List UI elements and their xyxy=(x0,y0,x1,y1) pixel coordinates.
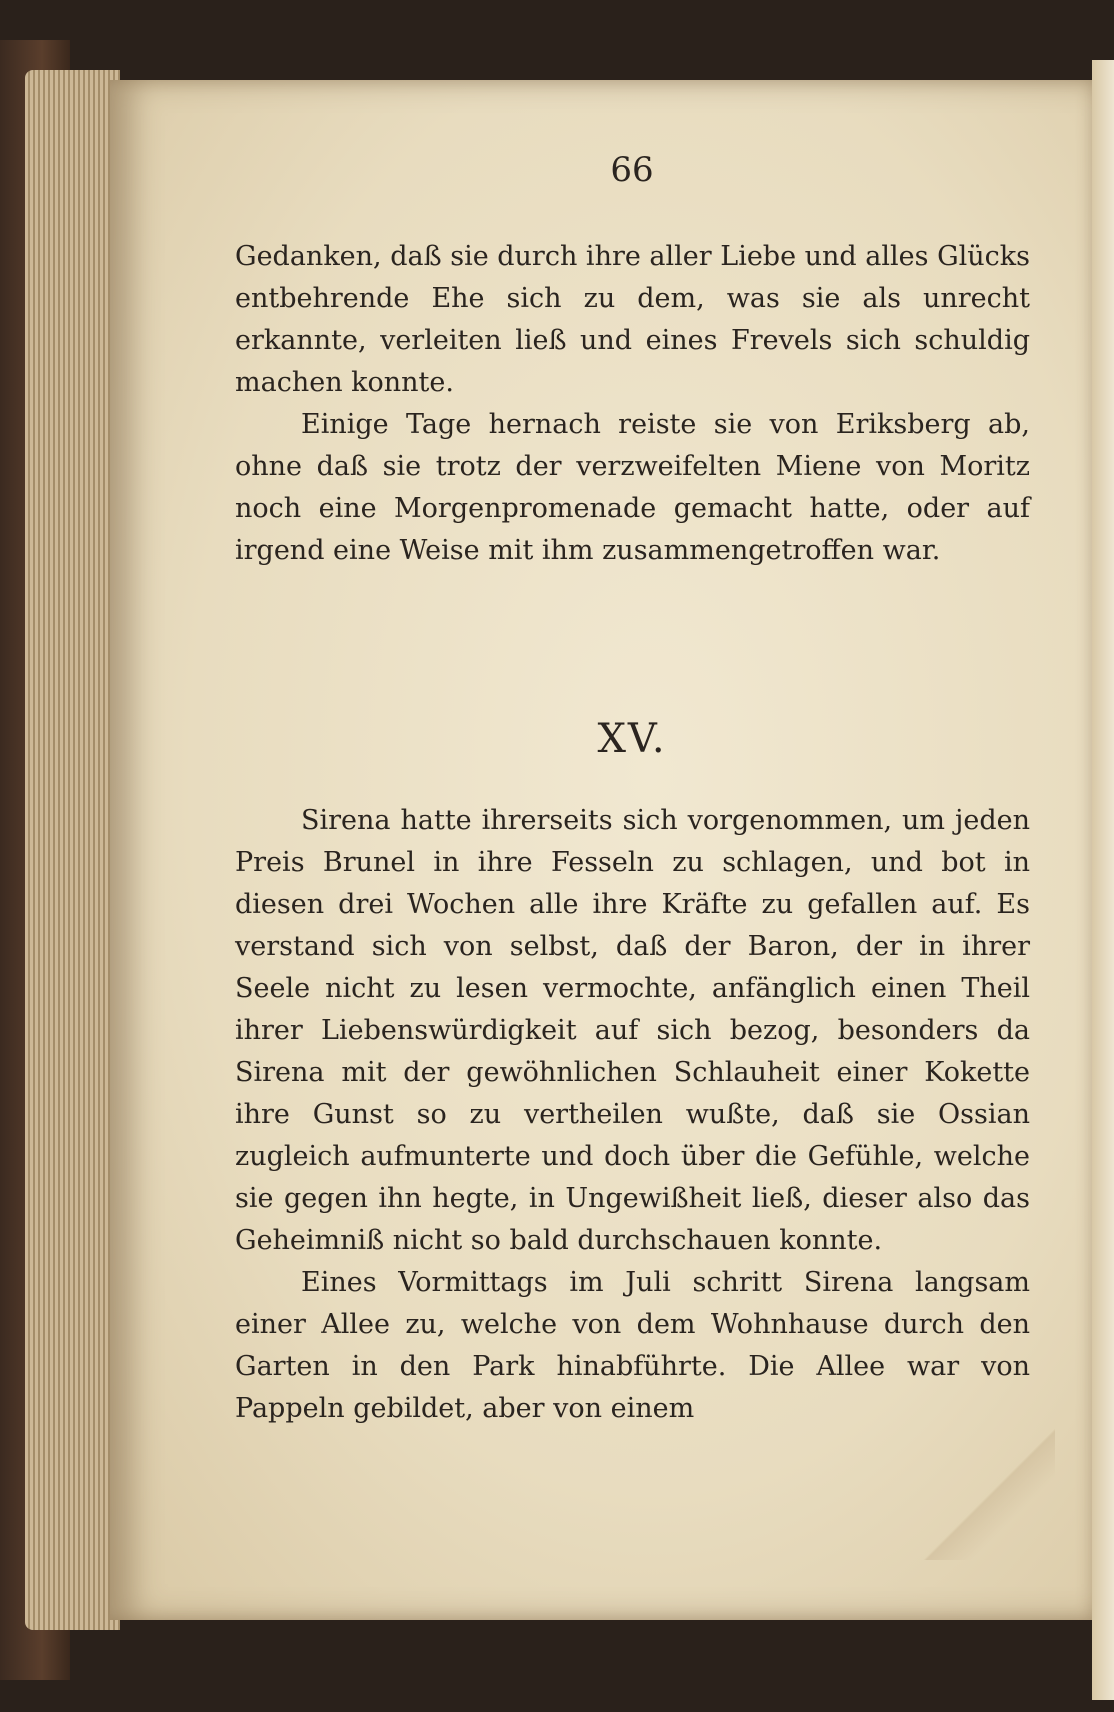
text-block-top xyxy=(235,236,1030,572)
paragraph: Eines Vormittags im Juli schritt Sirena langsam einer Allee zu, welche von dem Wohnhause durch den Garten in den Park hinabführte. Die Allee war von Pappeln gebildet, aber von einem xyxy=(235,1267,1030,1424)
paragraph: Sirena hatte ihrerseits sich vorgenommen, um jeden Preis Brunel in ihre Fesseln zu schlagen, und bot in diesen drei Wochen alle ihre Kräfte zu gefallen auf. Es verstand sich von selbst, daß der Baron, der in ihrer Seele nicht zu lesen vermochte, anfänglich einen Theil ihrer Liebenswürdigkeit auf sich bezog, besonders da Sirena mit der gewöhnlichen Schlauheit einer Kokette ihre Gunst so zu vertheilen wußte, daß sie Ossian zugleich aufmunterte und doch über die Gefühle, welche sie gegen ihn hegte, in Ungewißheit ließ, dieser also das Geheimniß nicht so bald durchschauen konnte. xyxy=(235,805,1030,1256)
text-block-chapter xyxy=(235,800,1030,1430)
page-edges xyxy=(25,70,120,1630)
page-number: 66 xyxy=(610,150,654,190)
facing-page-edge xyxy=(1092,60,1114,1700)
paragraph: Gedanken, daß sie durch ihre aller Liebe und alles Glücks entbehrende Ehe sich zu dem, was sie als unrecht erkannte, verleiten ließ und eines Frevels sich schuldig machen konnte. xyxy=(235,241,1031,398)
paragraph: Einige Tage hernach reiste sie von Eriksberg ab, ohne daß sie trotz der verzweifelten Miene von Moritz noch eine Morgenpromenade gemacht hatte, oder auf irgend eine Weise mit ihm zusammengetroffen war. xyxy=(235,409,1030,566)
page-crease xyxy=(875,1410,1055,1560)
chapter-heading: XV. xyxy=(597,716,667,762)
